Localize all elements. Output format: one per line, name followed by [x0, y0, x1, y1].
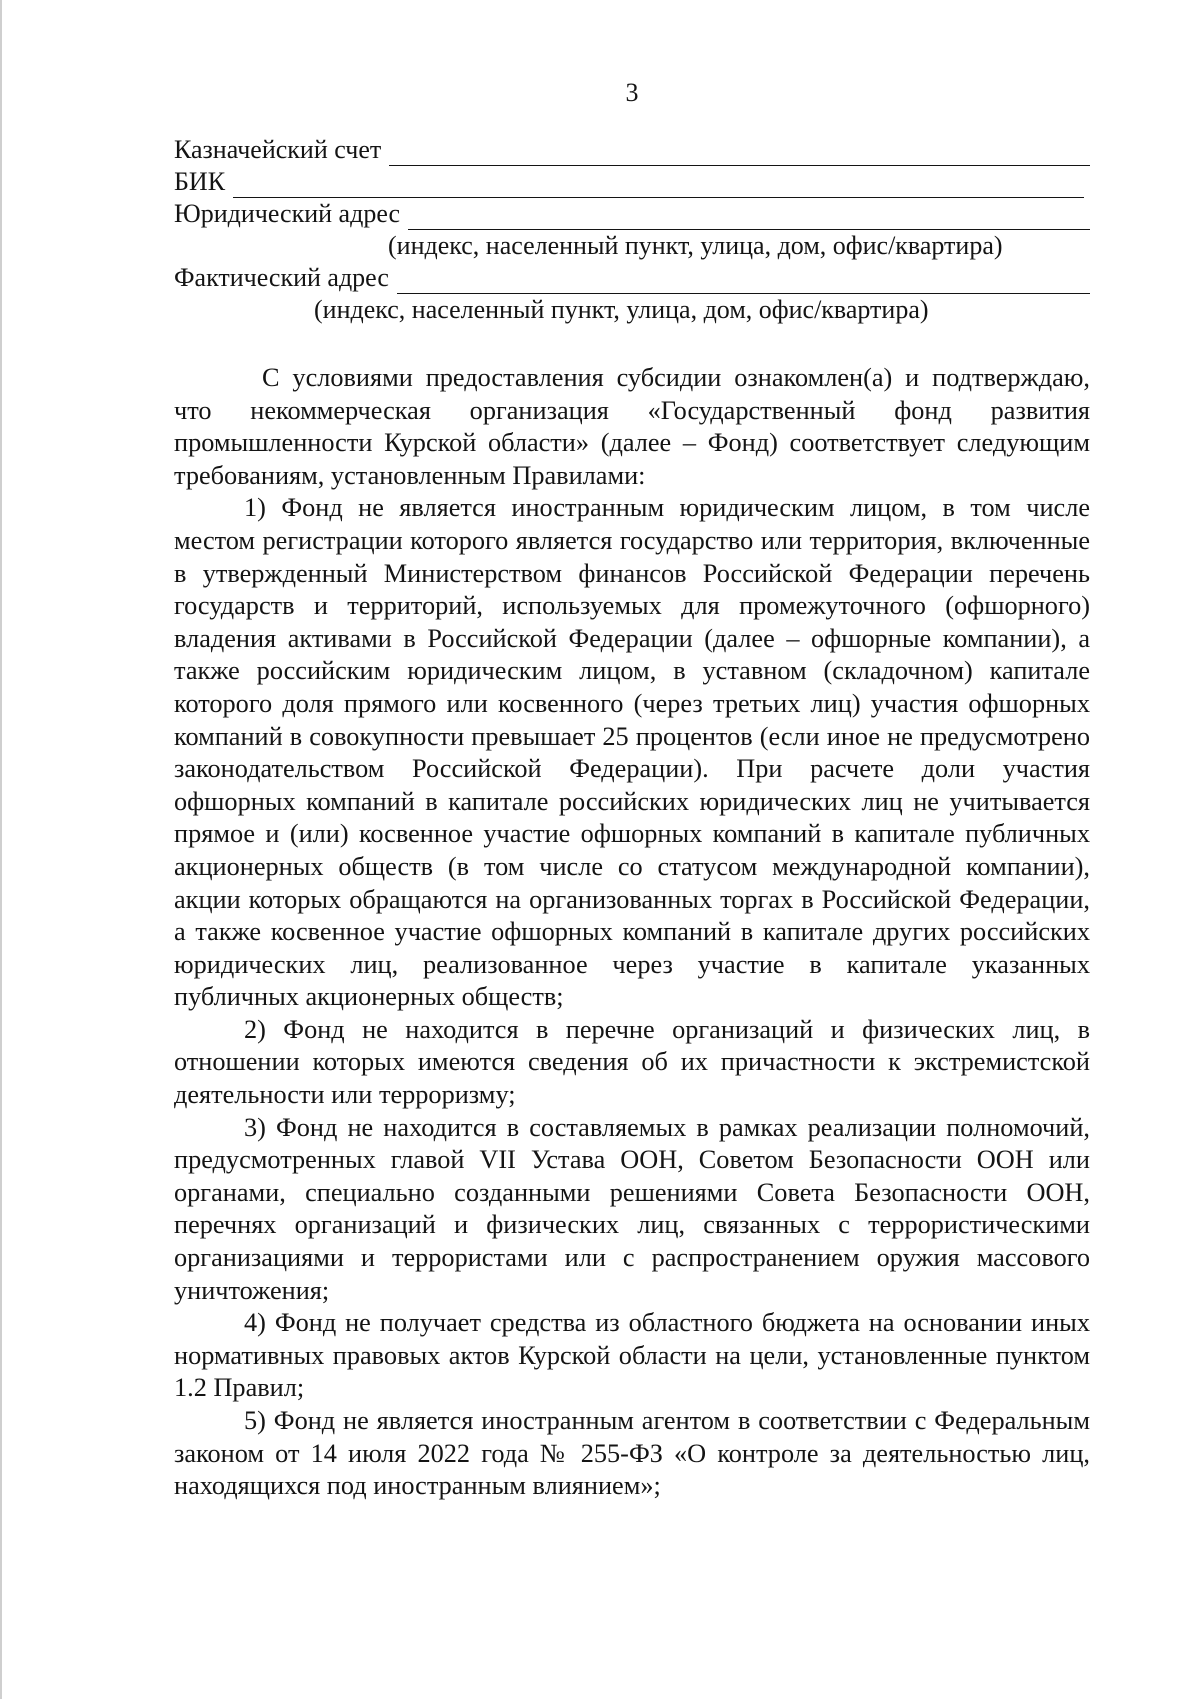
treasury-account-field [174, 134, 1090, 166]
requirement-item-2: 2) Фонд не находится в перечне организаций и физических лиц, в отношении которых имеются сведения об их причастности к экстремистской деятельности или терроризму; [174, 1014, 1090, 1110]
legal-address-blank[interactable] [408, 205, 1090, 230]
bik-label: БИК [174, 167, 226, 196]
legal-address-field [174, 198, 1090, 230]
legal-address-hint: (индекс, населенный пункт, улица, дом, офис/квартира) [388, 231, 1003, 260]
intro-paragraph: С условиями предоставления субсидии ознакомлен(а) и подтверждаю, что некоммерческая организация «Государственный фонд развития промышленности Курской области» (далее – Фонд) соответствует следующим требованиям, установленным Правилами: [174, 363, 1090, 490]
treasury-account-blank[interactable] [389, 141, 1090, 166]
requirement-item-5: 5) Фонд не является иностранным агентом в соответствии с Федеральным законом от 14 июля 2022 года № 255-ФЗ «О контроле за деятельностью лиц, находящихся под иностранным влиянием»; [174, 1406, 1090, 1501]
treasury-account-label: Казначейский счет [174, 135, 382, 164]
bik-field [174, 166, 1084, 198]
actual-address-label: Фактический адрес [174, 263, 389, 292]
requirement-item-4: 4) Фонд не получает средства из областного бюджета на основании иных нормативных правовых актов Курской области на цели, установленные пунктом 1.2 Правил; [174, 1308, 1090, 1403]
actual-address-hint: (индекс, населенный пункт, улица, дом, офис/квартира) [314, 295, 929, 324]
legal-address-label: Юридический адрес [174, 199, 401, 228]
requirements-text [174, 362, 1090, 1503]
requirement-item-1: 1) Фонд не является иностранным юридическим лицом, в том числе местом регистрации которого является государство или территория, включенные в утвержденный Министерством финансов Российской Федерации перечень государств и территорий, используемых для промежуточного (офшорного) владения активами в Российской Федерации (далее – офшорные компании), а также российским юридическим лицом, в уставном (складочном) капитале которого доля прямого или косвенного (через третьих лиц) участия офшорных компаний в совокупности превышает 25 процентов (если иное не предусмотрено законодательством Российской Федерации). При расчете доли участия офшорных компаний в капитале российских юридических лиц не учитывается прямое и (или) косвенное участие офшорных компаний в капитале публичных акционерных обществ (в том числе со статусом международной компании), акции которых обращаются на организованных торгах в Российской Федерации, а также косвенное участие офшорных компаний в капитале других российских юридических лиц, реализованное через участие в капитале указанных публичных акционерных обществ; [174, 493, 1090, 1012]
actual-address-field [174, 262, 1090, 294]
page-number: 3 [625, 78, 639, 107]
requirement-item-3: 3) Фонд не находится в составляемых в рамках реализации полномочий, предусмотренных главой VII Устава ООН, Советом Безопасности ООН или органами, специально созданными решениями Совета Безопасности ООН, перечнях организаций и физических лиц, связанных с террористическими организациями и террористами или с распространением оружия массового уничтожения; [174, 1112, 1090, 1305]
actual-address-blank[interactable] [397, 269, 1090, 294]
scan-edge [0, 0, 2, 1699]
bik-blank[interactable] [233, 173, 1084, 198]
